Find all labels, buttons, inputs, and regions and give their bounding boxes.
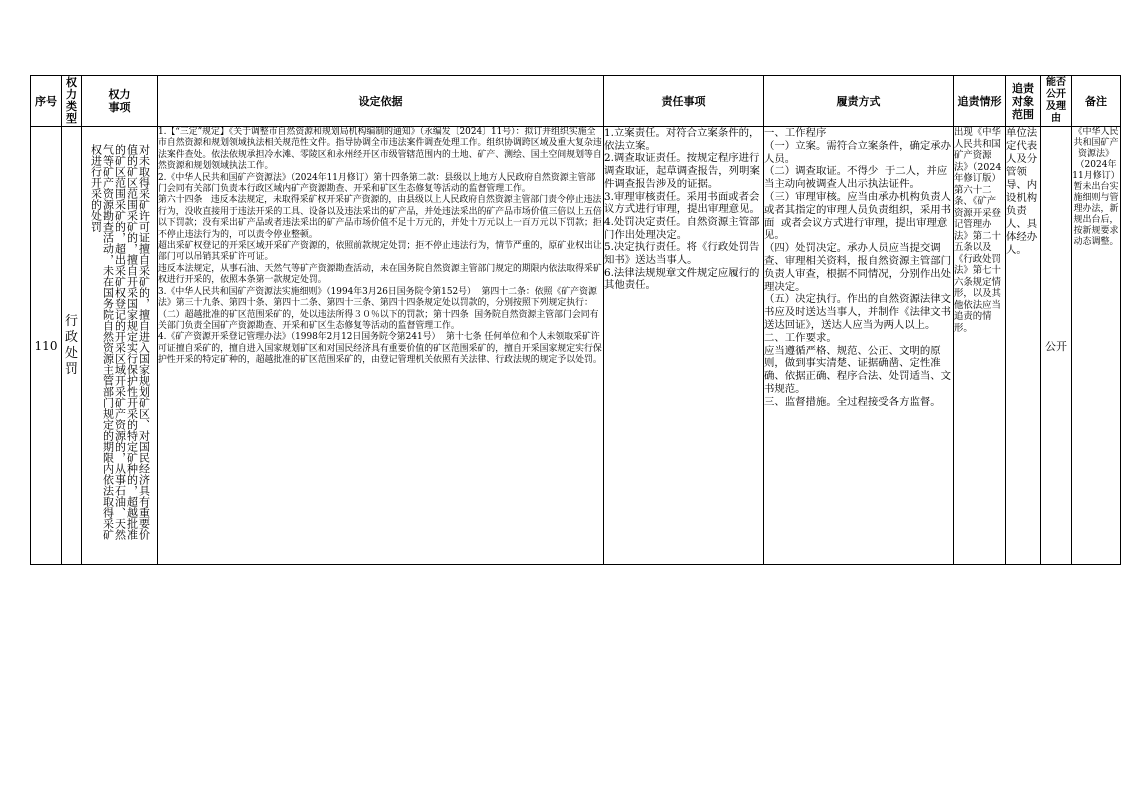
- header-responsibility: 责任事项: [604, 76, 764, 127]
- header-remarks: 备注: [1072, 76, 1121, 127]
- row-accountability: 出现《中华人民共和国矿产资源法》（2024年修订版）第六十二条、《矿产资源开采登记管理办法》第二十五条以及《行政处罚法》第七十六条规定情形，以及其他依法应当追责的情形。: [954, 127, 1006, 565]
- row-scope: 单位法定代表人及分管领导、内设机构负责人、具体经办人。: [1006, 127, 1041, 565]
- header-power-item: 权力事项: [82, 76, 158, 127]
- header-power-type: 权力类型: [62, 76, 82, 127]
- header-disclose: 能否公开及理由: [1041, 76, 1072, 127]
- table-header-row: [31, 76, 1121, 127]
- header-seq: 序号: [31, 76, 62, 127]
- row-remarks: 《中华人民共和国矿产资源法》（2024年11月修订）暂未出台实施细则与管理办法，新规出台后，按新规要求动态调整。: [1072, 127, 1121, 565]
- header-basis: 设定依据: [158, 76, 604, 127]
- row-basis: 1.【“三定”规定】《关于调整市自然资源和规划局机构编制的通知》（永编发〔2024〕11号）：拟订并组织实施全市自然资源和规划领域执法相关规范性文件。指导协调全市违法案件调查处理工作。组织协调跨区域及重大复杂违法案件查处。依法依规承担冷水滩、零陵区和永州经开区市级管辖范围内的土地、矿产、测绘、国土空间规划等自然资源和规划领域执法工作。 2.《中华人民共和国矿产资源法》（2024年11月修订）第十四条第二款：县级以上地方人民政府自然资源主管部门会同有关部门负责本行政区域内矿产资源勘查、开采和矿区生态修复等活动的监督管理工作。 第六十四条 违反本法规定，未取得采矿权开采矿产资源的，由县级以上人民政府自然资源主管部门责令停止违法行为，没收直接用于违法开采的工具、设备以及违法采出的矿产品，并处违法采出的矿产品市场价值三倍以上五倍以下罚款；没有采出矿产品或者违法采出的矿产品市场价值不足十万元的，并处十万元以上一百万元以下罚款；拒不停止违法行为的，可以责令停业整顿。 超出采矿权登记的开采区域开采矿产资源的，依照前款规定处罚；拒不停止违法行为，情节严重的，原矿业权出让部门可以吊销其采矿许可证。 违反本法规定，从事石油、天然气等矿产资源勘查活动，未在国务院自然资源主管部门规定的期限内依法取得采矿权进行开采的，依照本条第一款规定处罚。 3.《中华人民共和国矿产资源法实施细则》（1994年3月26日国务院令第152号） 第四十二条：依照《矿产资源法》第三十九条、第四十条、第四十二条、第四十三条、第四十四条规定处以罚款的，分别按照下列规定执行：（二）超越批准的矿区范围采矿的，处以违法所得３０％以下的罚款；第十四条 国务院自然资源主管部门会同有关部门负责全国矿产资源勘查、开采和矿区生态修复等活动的监督管理工作。 4.《矿产资源开采登记管理办法》（1998年2月12日国务院令第241号） 第十七条 任何单位和个人未领取采矿许可证擅自采矿的，擅自进入国家规划矿区和对国民经济具有重要价值的矿区范围采矿的，擅自开采国家规定实行保护性开采的特定矿种的，超越批准的矿区范围采矿的，由登记管理机关依照有关法律、行政法规的规定予以处罚。: [158, 127, 604, 565]
- table-row: [31, 127, 1121, 565]
- row-responsibility: 1.立案责任。对符合立案条件的，依法立案。 2.调查取证责任。按规定程序进行调查取证，起草调查报告，列明案件调查报告涉及的证据。 3.审理审核责任。采用书面或者会议方式进行审理，提出审理意见。 4.处罚决定责任。自然资源主管部门作出处理决定。 5.决定执行责任。将《行政处罚告知书》送达当事人。 6.法律法规规章文件规定应履行的其他责任。: [604, 127, 764, 565]
- header-accountability: 追责情形: [954, 76, 1006, 127]
- row-power-item: 对未取得采矿许可证擅自采矿的，擅自进入国家规划矿区、对国民经济具有重要价值的矿区范围采矿的，擅自开采国家规定实行保护性开采的特定矿种的，超越批准的矿区范围采矿的，超出采矿权登记的开采区域开采矿产资源的，从事石油、天然气等矿产资源勘查活动，未在国务院自然资源主管部门规定的期限内依法取得采矿权进行开采的处罚: [82, 127, 158, 565]
- header-performance: 履责方式: [764, 76, 954, 127]
- row-disclose: 公开: [1041, 127, 1072, 565]
- row-power-type: 行政处罚: [62, 127, 82, 565]
- row-seq: 110: [31, 127, 62, 565]
- power-list-table: [30, 75, 1121, 565]
- header-scope: 追责对象范围: [1006, 76, 1041, 127]
- row-performance: 一、工作程序 （一）立案。需符合立案条件，确定承办人员。 （二）调查取证。不得少 于二人，并应当主动向被调查人出示执法证件。 （三）审理审核。应当由承办机构负责人或者其指定的审理人员负责组织，采用书面 或者会议方式进行审理，提出审理意见。 （四）处罚决定。承办人员应当提交调查、审理相关资料，报自然资源主管部门负责人审查，根据不同情况，分别作出处理决定。 （五）决定执行。作出的自然资源法律文书应及时送达当事人，并制作《法律文书送达回证》，送达人应当为两人以上。 二、工作要求。 应当遵循严格、规范、公正、文明的原则，做到事实清楚、证据确凿、定性准确、依据正确、程序合法、处罚适当、文书规范。 三、监督措施。全过程接受各方监督。: [764, 127, 954, 565]
